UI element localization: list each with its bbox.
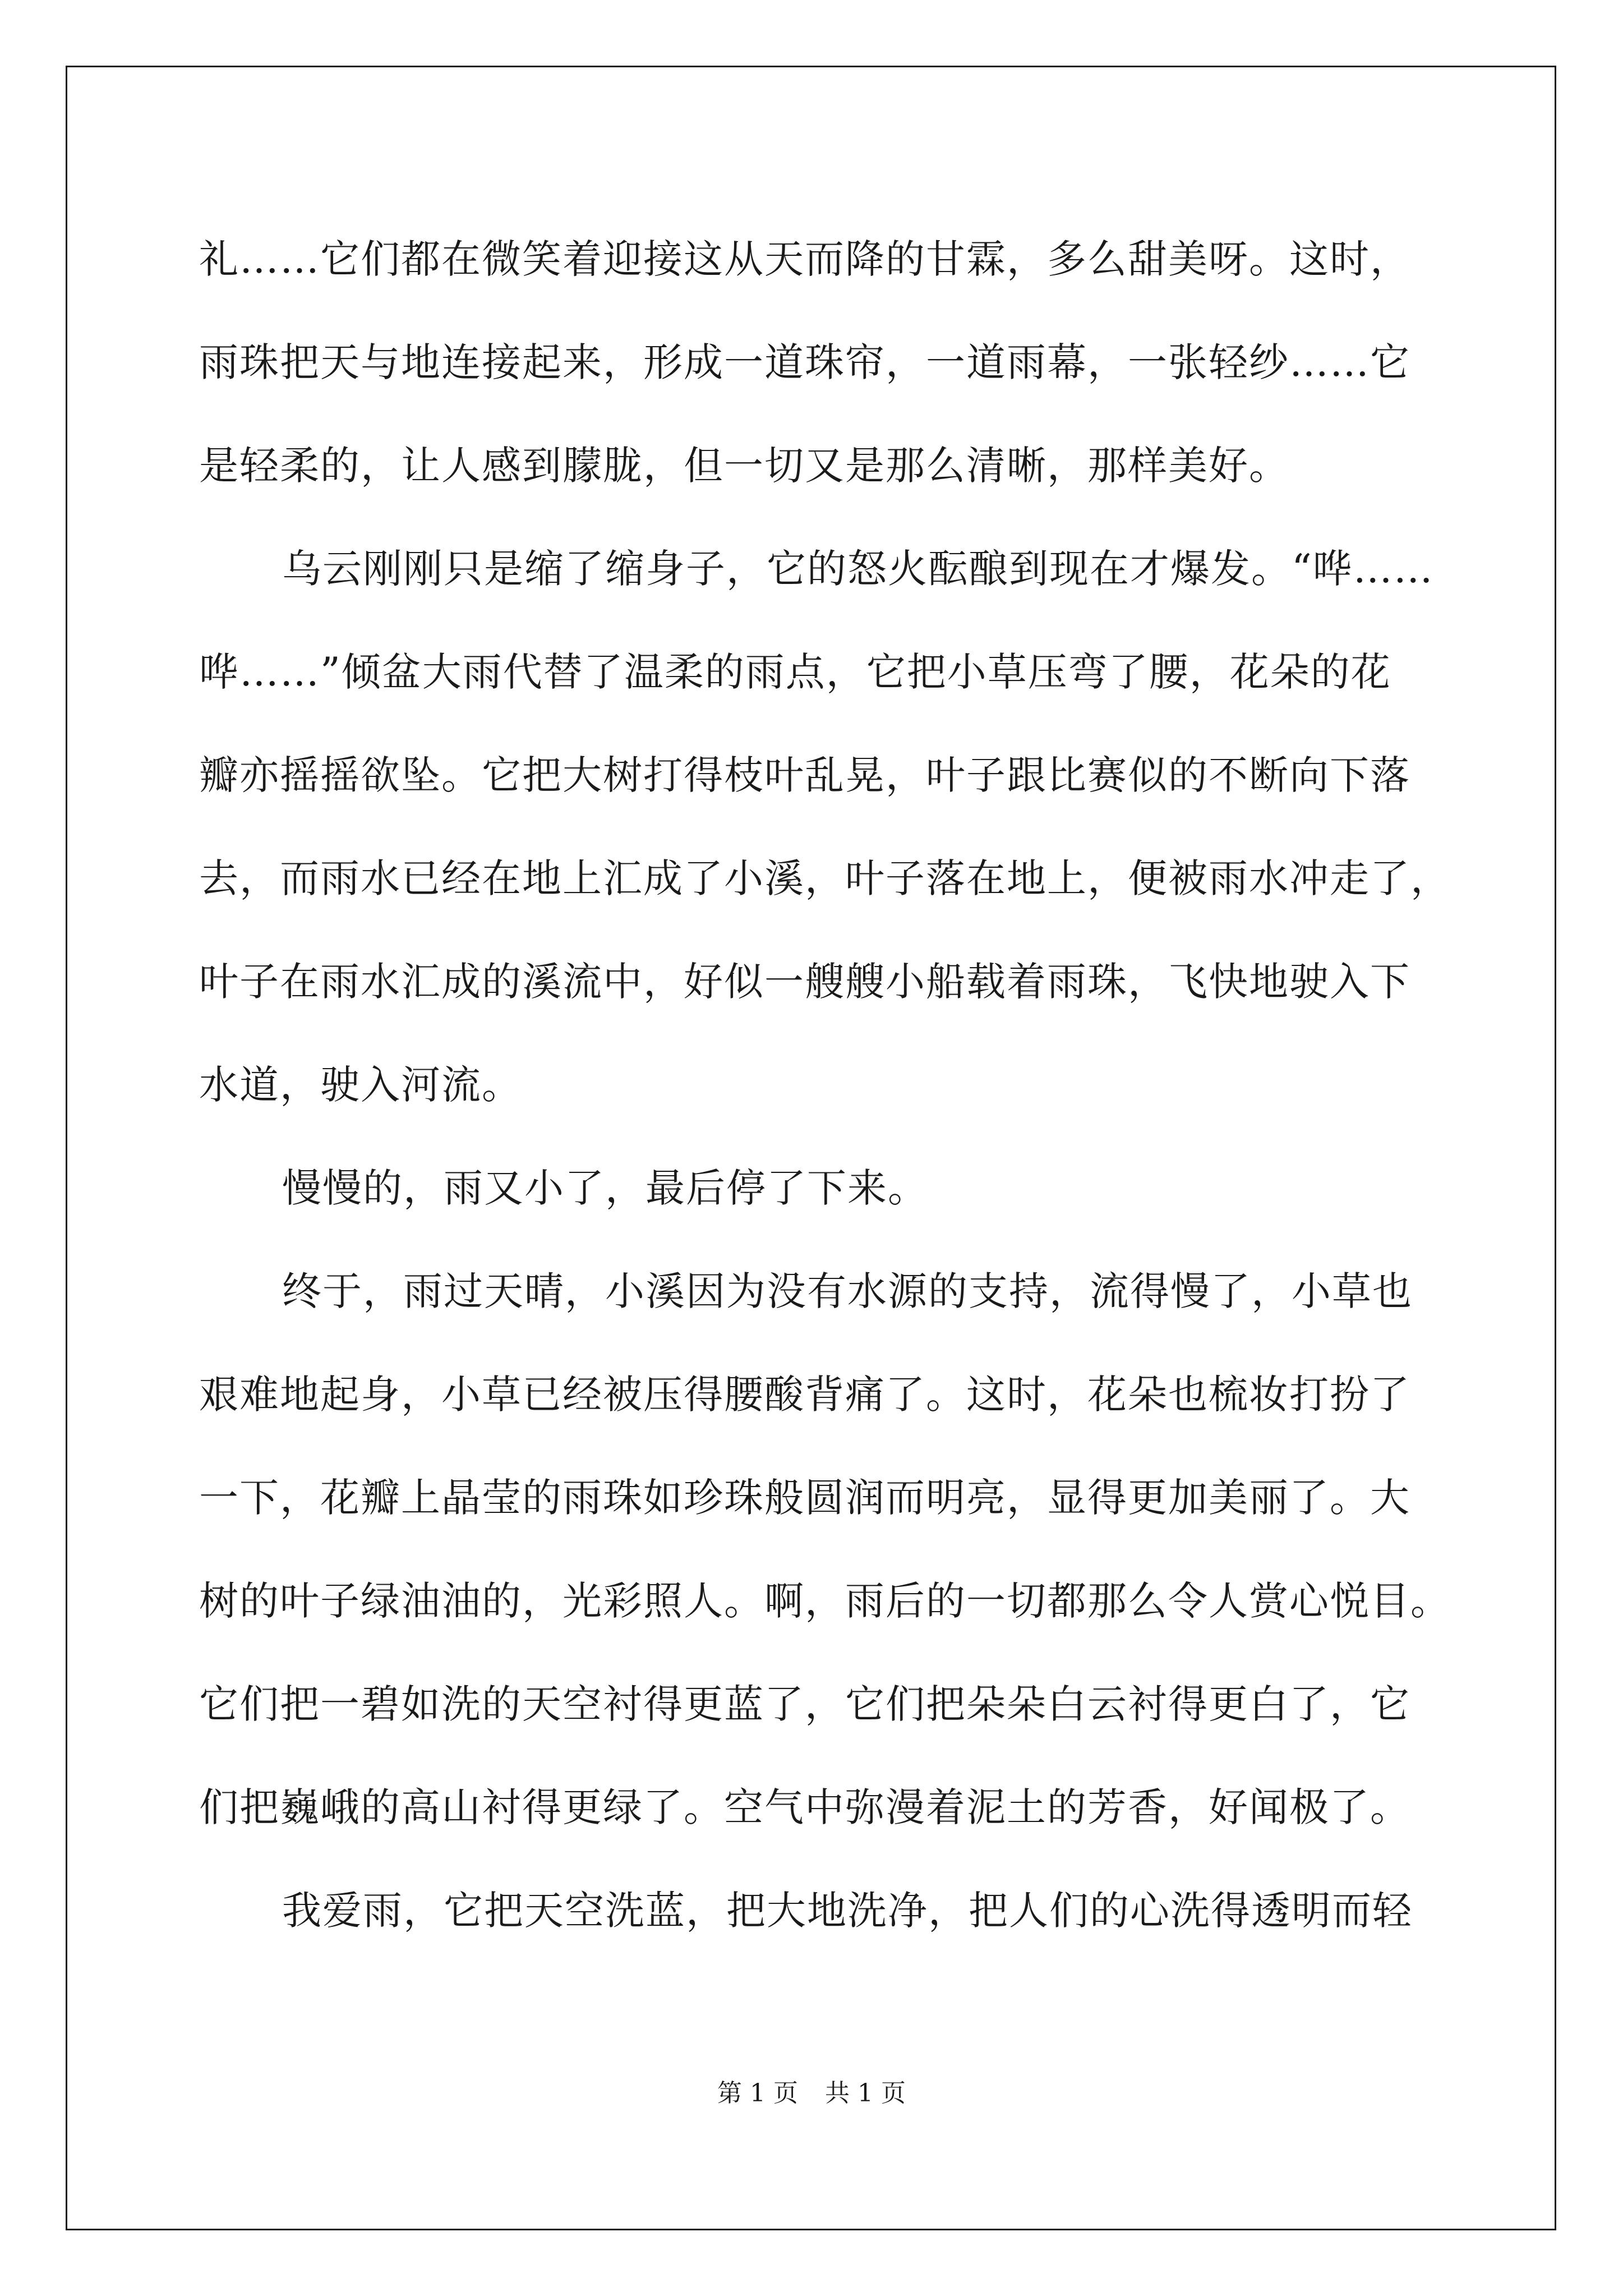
text-line: 礼……它们都在微笑着迎接这从天而降的甘霖，多么甜美呀。这时，: [199, 236, 1410, 282]
text-line: 艰难地起身，小草已经被压得腰酸背痛了。这时，花朵也梳妆打扮了: [199, 1372, 1410, 1418]
text-line: 一下，花瓣上晶莹的雨珠如珍珠般圆润而明亮，显得更加美丽了。大: [199, 1475, 1410, 1521]
page-number: 第 1 页: [717, 2079, 798, 2108]
text-line: 雨珠把天与地连接起来，形成一道珠帘，一道雨幕，一张轻纱……它: [199, 339, 1410, 385]
text-line: 哗……”倾盆大雨代替了温柔的雨点，它把小草压弯了腰，花朵的花: [199, 649, 1391, 695]
text-line: 树的叶子绿油油的，光彩照人。啊，雨后的一切都那么令人赏心悦目。: [199, 1578, 1451, 1624]
paragraph-first-line: 乌云刚刚只是缩了缩身子，它的怒火酝酿到现在才爆发。“哗……: [282, 546, 1434, 592]
text-line: 叶子在雨水汇成的溪流中，好似一艘艘小船载着雨珠，飞快地驶入下: [199, 959, 1410, 1005]
text-line: 去，而雨水已经在地上汇成了小溪，叶子落在地上，便被雨水冲走了，: [199, 855, 1451, 901]
page-total: 共 1 页: [825, 2079, 906, 2108]
text-line: 水道，驶入河流。: [199, 1062, 522, 1108]
text-line: 瓣亦摇摇欲坠。它把大树打得枝叶乱晃，叶子跟比赛似的不断向下落: [199, 752, 1410, 798]
page-footer: [0, 2073, 1623, 2109]
paragraph-first-line: 慢慢的，雨又小了，最后停了下来。: [282, 1165, 928, 1211]
paragraph-first-line: 我爱雨，它把天空洗蓝，把大地洗净，把人们的心洗得透明而轻: [282, 1888, 1413, 1934]
text-line: 是轻柔的，让人感到朦胧，但一切又是那么清晰，那样美好。: [199, 443, 1289, 489]
text-line: 它们把一碧如洗的天空衬得更蓝了，它们把朵朵白云衬得更白了，它: [199, 1681, 1410, 1727]
document-body: [199, 208, 1461, 1962]
text-line: 们把巍峨的高山衬得更绿了。空气中弥漫着泥土的芳香，好闻极了。: [199, 1784, 1410, 1830]
paragraph-first-line: 终于，雨过天晴，小溪因为没有水源的支持，流得慢了，小草也: [282, 1268, 1413, 1314]
